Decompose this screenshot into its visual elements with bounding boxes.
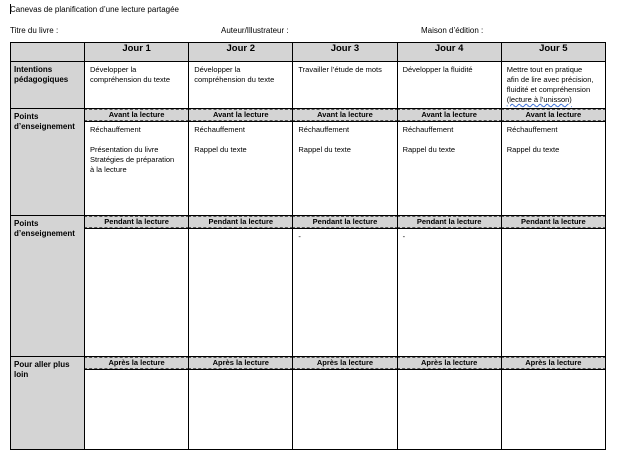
after-reading-header: Après la lecture — [85, 357, 189, 370]
before-cell-day4[interactable]: Réchauffement Rappel du texte — [397, 122, 501, 216]
day-header: Jour 2 — [189, 43, 293, 62]
intention-cell-day2[interactable]: Développer la compréhension du texte — [189, 62, 293, 109]
before-reading-header: Avant la lecture — [397, 109, 501, 122]
after-cell-day5[interactable] — [501, 370, 605, 450]
intention-cell-day4[interactable]: Développer la fluidité — [397, 62, 501, 109]
header-corner-cell — [11, 43, 85, 62]
document-title: Canevas de planification d’une lecture partagée — [10, 5, 180, 14]
author-label: Auteur/Illustrateur : — [221, 26, 289, 35]
after-reading-header-row — [11, 357, 606, 370]
before-reading-header: Avant la lecture — [189, 109, 293, 122]
before-reading-header: Avant la lecture — [85, 109, 189, 122]
after-cell-day3[interactable] — [293, 370, 397, 450]
during-cell-day2[interactable] — [189, 229, 293, 357]
during-reading-row — [11, 229, 606, 357]
before-reading-header-row — [11, 109, 606, 122]
before-reading-row — [11, 122, 606, 216]
after-reading-row — [11, 370, 606, 450]
during-reading-header: Pendant la lecture — [85, 216, 189, 229]
intentions-row — [11, 62, 606, 109]
during-reading-header: Pendant la lecture — [293, 216, 397, 229]
during-reading-header-row — [11, 216, 606, 229]
before-cell-day5[interactable]: Réchauffement Rappel du texte — [501, 122, 605, 216]
after-cell-day4[interactable] — [397, 370, 501, 450]
before-cell-day3[interactable]: Réchauffement Rappel du texte — [293, 122, 397, 216]
teaching-points-label: Points d’enseignement — [11, 216, 85, 357]
book-title-label: Titre du livre : — [10, 26, 59, 35]
day-header-row — [11, 43, 606, 62]
teaching-points-label: Points d’enseignement — [11, 109, 85, 216]
day-header: Jour 4 — [397, 43, 501, 62]
book-meta-row — [10, 26, 607, 38]
during-cell-day5[interactable] — [501, 229, 605, 357]
intention-cell-day5[interactable]: Mettre tout en pratique afin de lire avec précision, fluidité et compréhension (lecture à l’unisson) — [501, 62, 605, 109]
spellcheck-flagged-text: (lecture à l’unisson) — [506, 95, 572, 104]
during-reading-header: Pendant la lecture — [397, 216, 501, 229]
before-cell-day1[interactable]: Réchauffement Présentation du livre Stratégies de préparation à la lecture — [85, 122, 189, 216]
after-cell-day1[interactable] — [85, 370, 189, 450]
after-reading-header: Après la lecture — [189, 357, 293, 370]
before-reading-header: Avant la lecture — [501, 109, 605, 122]
publisher-label: Maison d’édition : — [421, 26, 484, 35]
after-reading-header: Après la lecture — [397, 357, 501, 370]
intention-cell-day1[interactable]: Développer la compréhension du texte — [85, 62, 189, 109]
intention-cell-day3[interactable]: Travailler l’étude de mots — [293, 62, 397, 109]
after-cell-day2[interactable] — [189, 370, 293, 450]
day-header: Jour 3 — [293, 43, 397, 62]
day-header: Jour 1 — [85, 43, 189, 62]
during-reading-header: Pendant la lecture — [501, 216, 605, 229]
intentions-label: Intentions pédagogiques — [11, 62, 85, 109]
planning-table — [10, 42, 606, 450]
before-cell-day2[interactable]: Réchauffement Rappel du texte — [189, 122, 293, 216]
during-reading-header: Pendant la lecture — [189, 216, 293, 229]
before-reading-header: Avant la lecture — [293, 109, 397, 122]
day-header: Jour 5 — [501, 43, 605, 62]
during-cell-day1[interactable] — [85, 229, 189, 357]
after-reading-header: Après la lecture — [501, 357, 605, 370]
after-reading-header: Après la lecture — [293, 357, 397, 370]
during-cell-day3[interactable]: - — [293, 229, 397, 357]
further-label: Pour aller plus loin — [11, 357, 85, 450]
during-cell-day4[interactable]: - — [397, 229, 501, 357]
